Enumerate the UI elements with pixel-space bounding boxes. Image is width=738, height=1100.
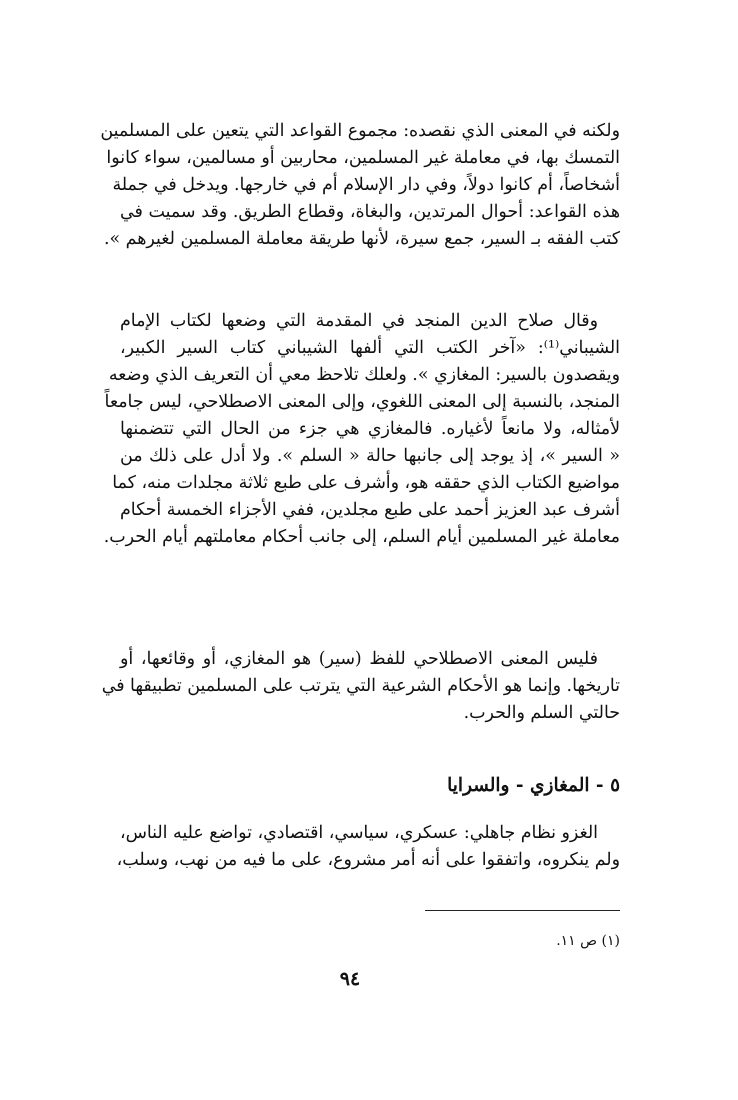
text-line: معاملة غير المسلمين أيام السلم، إلى جانب أحكام معاملتهم أيام الحرب. bbox=[103, 527, 620, 547]
paragraph-3 bbox=[101, 646, 620, 727]
text-line: المنجد، بالنسبة إلى المعنى اللغوي، وإلى المعنى الاصطلاحي، ليس جامعاً bbox=[104, 392, 620, 412]
text-line: أشخاصاً، أم كانوا دولاً، وفي دار الإسلام أم في خارجها. ويدخل في جملة bbox=[112, 175, 620, 195]
paragraph-4 bbox=[116, 820, 620, 874]
text-line: ولكنه في المعنى الذي نقصده: مجموع القواعد التي يتعين على المسلمين bbox=[100, 121, 620, 141]
text-line: التمسك بها، في معاملة غير المسلمين، محاربين أو مسالمين، سواء كانوا bbox=[106, 148, 620, 168]
section-heading: ٥ - المغازي - والسرايا bbox=[447, 775, 620, 796]
text-line: الشيباني⁽¹⁾: «آخر الكتب التي ألفها الشيباني كتاب السير الكبير، bbox=[120, 338, 620, 358]
text-line: لأمثاله، ولا مانعاً لأغياره. فالمغازي هي جزء من الحال التي تتضمنها bbox=[120, 419, 620, 439]
footnote: (١) ص ١١. bbox=[556, 933, 620, 949]
text-line: تاريخها. وإنما هو الأحكام الشرعية التي يترتب على المسلمين تطبيقها في bbox=[101, 676, 620, 696]
page-number: ٩٤ bbox=[339, 968, 361, 990]
text-line: فليس المعنى الاصطلاحي للفظ (سير) هو المغازي، أو وقائعها، أو bbox=[120, 649, 598, 669]
text-line: « السير »، إذ يوجد إلى جانبها حالة « السلم ». ولا أدل على ذلك من bbox=[120, 446, 620, 466]
text-line: وقال صلاح الدين المنجد في المقدمة التي وضعها لكتاب الإمام bbox=[120, 311, 598, 331]
text-line: كتب الفقه بـ السير، جمع سيرة، لأنها طريقة معاملة المسلمين لغيرهم ». bbox=[103, 229, 620, 249]
footnote-separator bbox=[425, 910, 620, 911]
text-line: الغزو نظام جاهلي: عسكري، سياسي، اقتصادي، تواضع عليه الناس، bbox=[120, 823, 598, 843]
text-line: حالتي السلم والحرب. bbox=[463, 703, 620, 723]
text-line: هذه القواعد: أحوال المرتدين، والبغاة، وقطاع الطريق. وقد سميت في bbox=[120, 202, 620, 222]
paragraph-2 bbox=[103, 308, 620, 551]
text-line: ولم ينكروه، واتفقوا على أنه أمر مشروع، على ما فيه من نهب، وسلب، bbox=[116, 850, 620, 870]
text-line: مواضيع الكتاب الذي حققه هو، وأشرف على طبع ثلاثة مجلدات منه، كما bbox=[112, 473, 620, 493]
paragraph-1 bbox=[100, 118, 620, 253]
text-line: أشرف عبد العزيز أحمد على طبع مجلدين، ففي الأجزاء الخمسة أحكام bbox=[120, 500, 620, 520]
text-line: ويقصدون بالسير: المغازي ». ولعلك تلاحظ معي أن التعريف الذي وضعه bbox=[108, 365, 620, 385]
